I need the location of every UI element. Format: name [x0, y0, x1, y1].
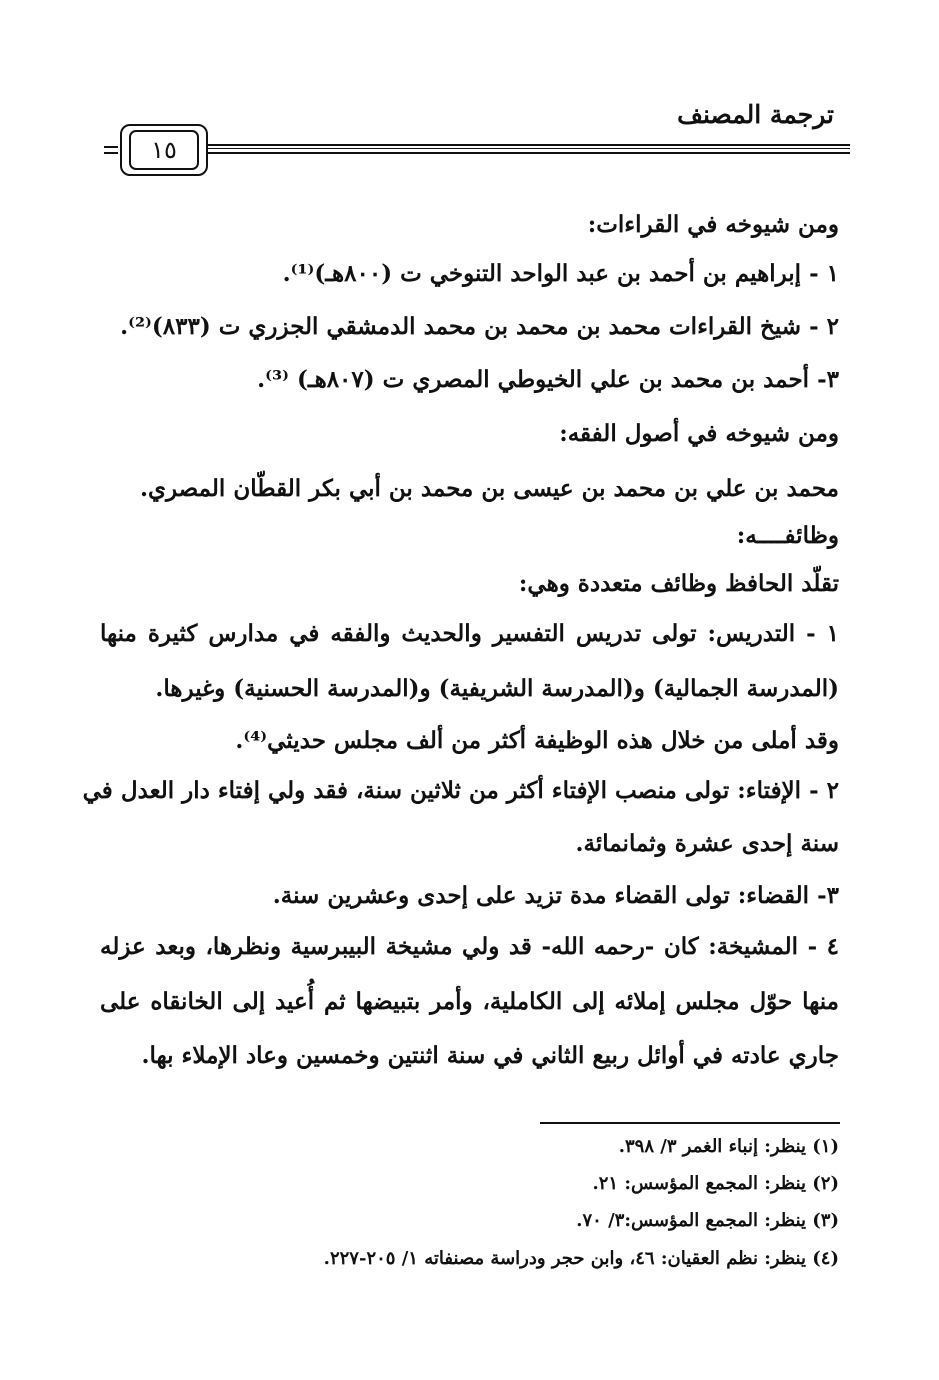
body-line: ٣- أحمد بن محمد بن علي الخيوطي المصري ت (٨٠٧هـ) ⁽³⁾.: [257, 366, 839, 393]
running-title: ترجمة المصنف: [677, 100, 834, 129]
section-heading-usul: ومن شيوخه في أصول الفقه:: [559, 420, 839, 447]
body-line: سنة إحدى عشرة وثمانمائة.: [575, 830, 839, 857]
section-heading-qiraat: ومن شيوخه في القراءات:: [587, 211, 839, 238]
footnote-separator: [540, 1122, 840, 1124]
page-number-frame: [120, 124, 208, 176]
footnote: (٣) ينظر: المجمع المؤسس:٣/ ٧٠.: [576, 1210, 839, 1231]
body-line: ٣- القضاء: تولى القضاء مدة تزيد على إحدى وعشرين سنة.: [272, 882, 839, 909]
section-heading-wazaif: وظائفــــه:: [736, 522, 839, 549]
body-line: ١ - إبراهيم بن أحمد بن عبد الواحد التنوخي ت (٨٠٠هـ)⁽¹⁾.: [282, 260, 839, 287]
body-line: ٢ - شيخ القراءات محمد بن محمد بن محمد الدمشقي الجزري ت (٨٣٣)⁽²⁾.: [120, 313, 839, 340]
footnote: (٢) ينظر: المجمع المؤسس: ٢١.: [592, 1173, 839, 1194]
body-line: ٤ - المشيخة: كان -رحمه الله- قد ولي مشيخة البيبرسية ونظرها، وبعد عزله: [100, 933, 839, 960]
footnote: (٤) ينظر: نظم العقيان: ٤٦، وابن حجر ودراسة مصنفاته ١/ ٢٠٥-٢٢٧.: [323, 1248, 839, 1269]
body-line: جاري عادته في أوائل ربيع الثاني في سنة اثنتين وخمسين وعاد الإملاء بها.: [141, 1042, 839, 1069]
header-rule: [208, 144, 850, 154]
body-line: ٢ - الإفتاء: تولى منصب الإفتاء أكثر من ثلاثين سنة، فقد ولي إفتاء دار العدل في: [82, 777, 839, 804]
body-line: تقلّد الحافظ وظائف متعددة وهي:: [518, 570, 839, 597]
page-number: ١٥: [129, 130, 199, 170]
footnote: (١) ينظر: إنباء الغمر ٣/ ٣٩٨.: [618, 1136, 839, 1157]
header-ornament: [104, 146, 118, 154]
body-line: (المدرسة الجمالية) و(المدرسة الشريفية) و(المدرسة الحسنية) وغيرها.: [155, 675, 839, 702]
body-line: ١ - التدريس: تولى تدريس التفسير والحديث والفقه في مدارس كثيرة منها: [100, 620, 839, 647]
body-line: وقد أملى من خلال هذه الوظيفة أكثر من ألف مجلس حديثي⁽⁴⁾.: [235, 727, 839, 754]
body-line: محمد بن علي بن محمد بن عيسى بن محمد بن أبي بكر القطّان المصري.: [139, 475, 839, 502]
body-line: منها حوّل مجلس إملائه إلى الكاملية، وأمر بتبيضها ثم أُعيد إلى الخانقاه على: [100, 988, 839, 1015]
